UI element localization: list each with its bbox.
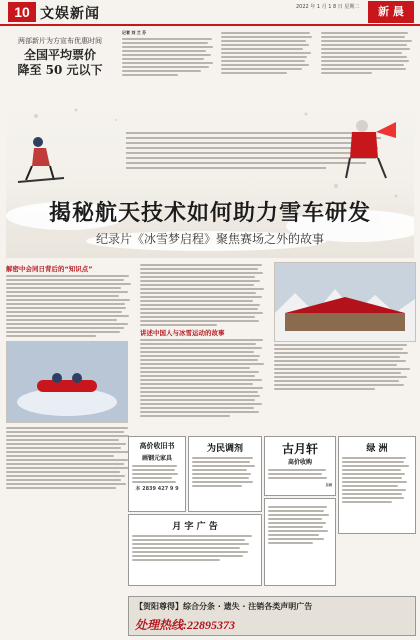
date-line: 2022 年 1 月 1 8 日 星期二	[296, 4, 360, 10]
ad-old-books-title: 高价收旧书	[139, 441, 175, 450]
header-rule	[0, 24, 420, 26]
sled-photo	[6, 341, 128, 423]
ad-weimin-title: 为民调剂	[206, 444, 243, 454]
feature-subheadline: 纪录片《冰雪梦启程》聚焦赛场之外的故事	[95, 232, 324, 246]
ad-weimin	[188, 436, 262, 512]
article-column-1	[6, 262, 134, 491]
classifieds-banner	[128, 596, 416, 636]
ad-guyue-sub: 高价收购	[287, 459, 312, 466]
village-photo	[274, 262, 416, 342]
article-column-3	[274, 262, 414, 392]
page-header	[0, 0, 420, 26]
news-headline-line-1: 全国平均票价	[23, 48, 96, 62]
ad-lvzhou-title: 绿 洲	[366, 444, 388, 454]
ad-yuezi-title: 月 字 广 告	[172, 522, 218, 532]
ad-misc	[264, 498, 336, 586]
article-subhead-2: 讲述中国人与冰雪运动的故事	[140, 329, 225, 337]
classifieds-banner-text: 【贺阳尊得】综合分条 · 遗失 · 注销各类声明广告	[135, 602, 313, 611]
ad-guyue-label: 东城	[325, 483, 332, 487]
ad-guyue	[264, 436, 336, 496]
article-column-2	[140, 262, 268, 419]
top-news-body	[122, 30, 414, 94]
ad-lvzhou-text	[339, 454, 415, 506]
article-subhead-1: 解密中会同日背后的“知识点”	[6, 265, 93, 273]
body-column-1	[122, 30, 215, 94]
ad-weimin-text	[189, 454, 261, 490]
ad-old-books-text	[129, 462, 185, 486]
ad-yuezi-text	[129, 532, 261, 564]
classifieds-hotline: 处理热线:22895373	[135, 618, 235, 632]
byline: 记者 刘 兰 芬	[122, 30, 147, 35]
section-title: 文娱新闻	[40, 6, 100, 22]
news-kicker: 两部新片为方宣布优惠时间	[18, 37, 102, 45]
body-column-2	[221, 30, 314, 94]
ad-old-books-sub: 画钢元家具	[141, 455, 172, 462]
ad-guyue-title: 古月轩	[281, 442, 318, 456]
top-news-headline-block	[6, 30, 114, 78]
body-column-3	[321, 30, 414, 94]
ad-misc-text	[265, 503, 335, 547]
masthead-logo: 新 晨	[368, 1, 414, 23]
feature-headline: 揭秘航天技术如何助力雪车研发	[48, 200, 371, 226]
ad-guyue-text	[265, 466, 335, 482]
ad-old-books	[128, 436, 186, 512]
news-headline-line-2: 降至 50 元以下	[17, 63, 103, 77]
ad-old-books-phone: 本 2839 427 9 9	[135, 486, 179, 492]
ad-yuezi	[128, 514, 262, 586]
ad-lvzhou	[338, 436, 416, 534]
page-number: 10	[8, 2, 36, 22]
